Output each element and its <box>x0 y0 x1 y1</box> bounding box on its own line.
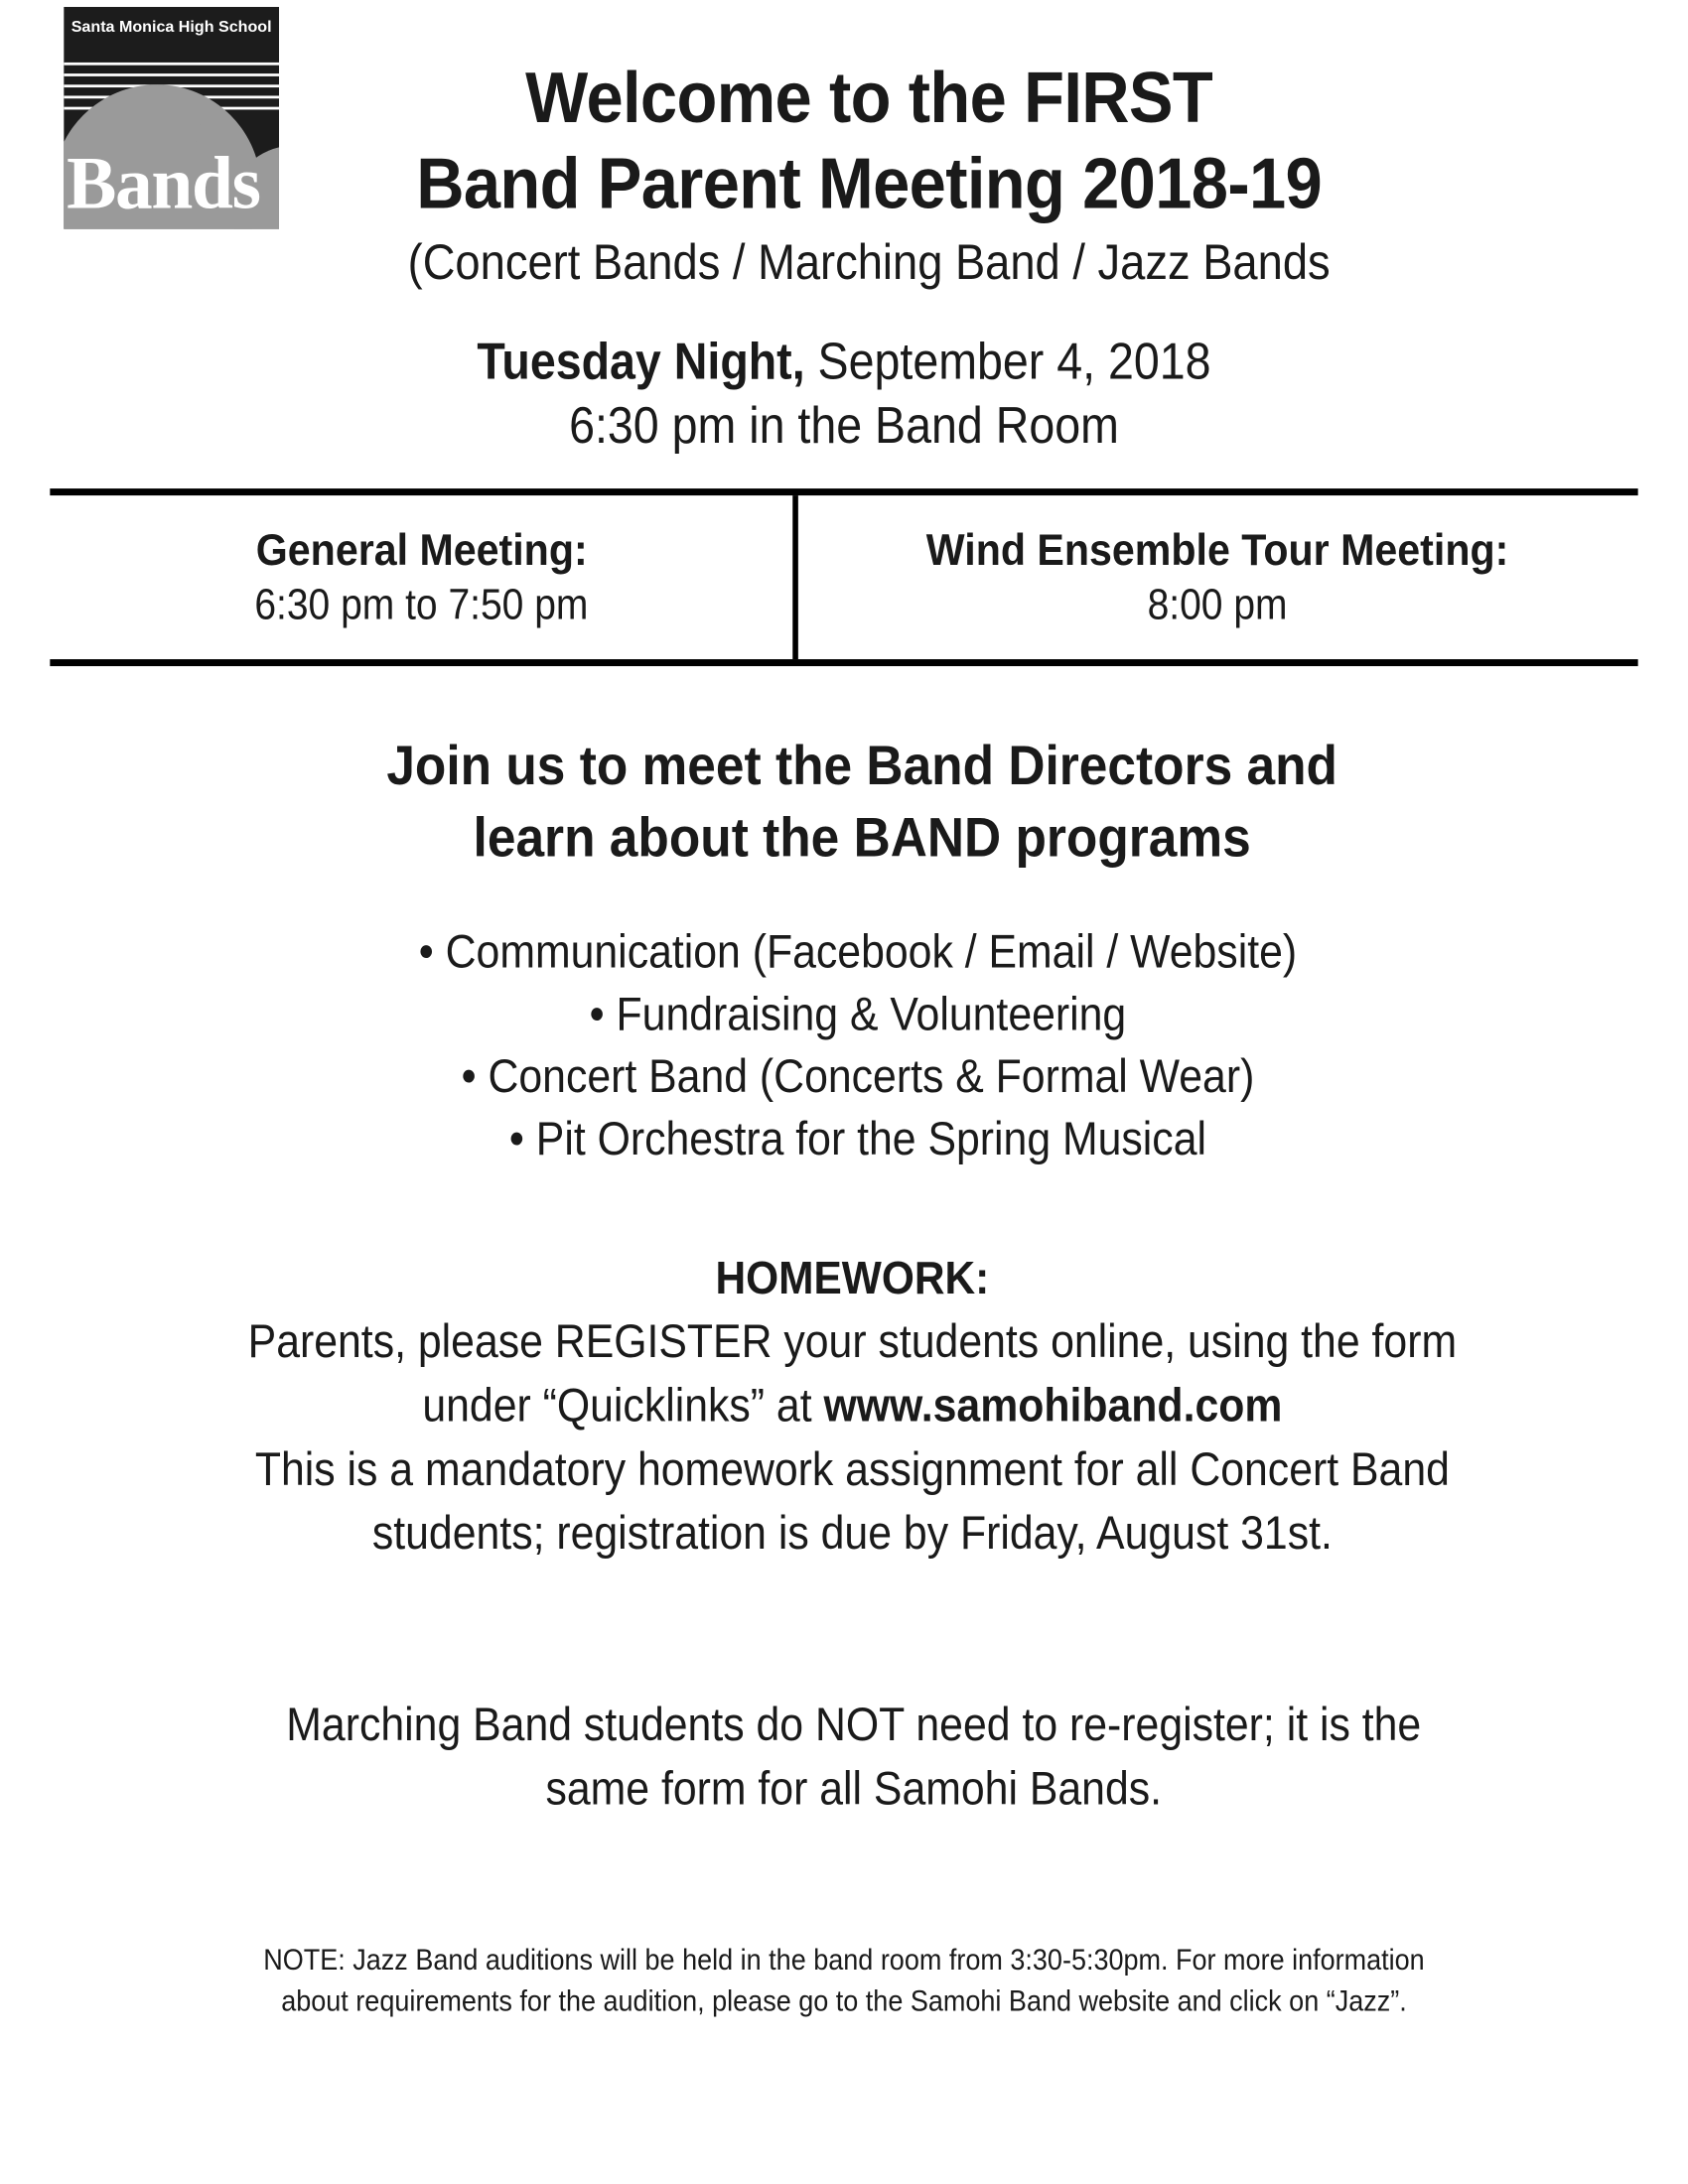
join-line-1: Join us to meet the Band Directors and <box>386 735 1337 797</box>
event-date-rest: September 4, 2018 <box>804 333 1211 390</box>
note-line-2: about requirements for the audition, please go to the Samohi Band website and click on “Jazz”. <box>281 1985 1407 2018</box>
meeting-detail: 8:00 pm <box>1148 580 1289 629</box>
homework-line-1: Parents, please REGISTER your students online, using the form <box>247 1315 1458 1369</box>
meeting-column-wind-ensemble <box>792 495 1637 659</box>
event-day-bold: Tuesday Night, <box>477 333 805 390</box>
marching-line-2: same form for all Samohi Bands. <box>545 1762 1163 1816</box>
page-subtitle: (Concert Bands / Marching Band / Jazz Bands <box>407 232 1331 291</box>
title-line-1: Welcome to the FIRST <box>525 58 1213 139</box>
homework-line-4: students; registration is due by Friday, August 31st. <box>371 1507 1333 1561</box>
homework-section <box>0 1246 1688 1566</box>
event-when-block <box>0 331 1688 459</box>
list-item: • Fundraising & Volunteering <box>589 988 1127 1041</box>
flyer-header <box>0 0 1688 294</box>
topics-list <box>0 921 1688 1171</box>
logo-wordmark: Bands <box>67 141 260 225</box>
homework-heading: HOMEWORK: <box>715 1251 990 1303</box>
meetings-table <box>50 488 1637 666</box>
meeting-heading: General Meeting: <box>255 524 588 575</box>
list-item: • Communication (Facebook / Email / Website) <box>418 925 1298 979</box>
homework-line-3: This is a mandatory homework assignment for all Concert Band <box>254 1442 1450 1497</box>
note-line-1: NOTE: Jazz Band auditions will be held in the band room from 3:30-5:30pm. For more information <box>263 1944 1425 1977</box>
event-date-line <box>84 331 1604 394</box>
join-heading <box>0 730 1688 874</box>
list-item: • Pit Orchestra for the Spring Musical <box>508 1113 1207 1166</box>
meeting-heading: Wind Ensemble Tour Meeting: <box>926 524 1509 575</box>
meeting-column-general <box>50 495 792 659</box>
logo-school-name: Santa Monica High School <box>70 19 272 37</box>
footer-note <box>0 1940 1688 2023</box>
homework-line-2-text: under “Quicklinks” at <box>422 1379 824 1433</box>
page-title <box>0 56 1688 294</box>
list-item: • Concert Band (Concerts & Formal Wear) <box>461 1050 1255 1104</box>
marching-line-1: Marching Band students do NOT need to re-register; it is the <box>286 1699 1422 1752</box>
title-line-2: Band Parent Meeting 2018-19 <box>416 144 1323 225</box>
website-url[interactable]: www.samohiband.com <box>823 1379 1283 1433</box>
homework-line-2 <box>100 1374 1605 1437</box>
event-time-place: 6:30 pm in the Band Room <box>569 396 1119 455</box>
marching-band-note <box>0 1694 1688 1822</box>
meeting-detail: 6:30 pm to 7:50 pm <box>254 580 589 629</box>
join-line-2: learn about the BAND programs <box>473 807 1251 870</box>
